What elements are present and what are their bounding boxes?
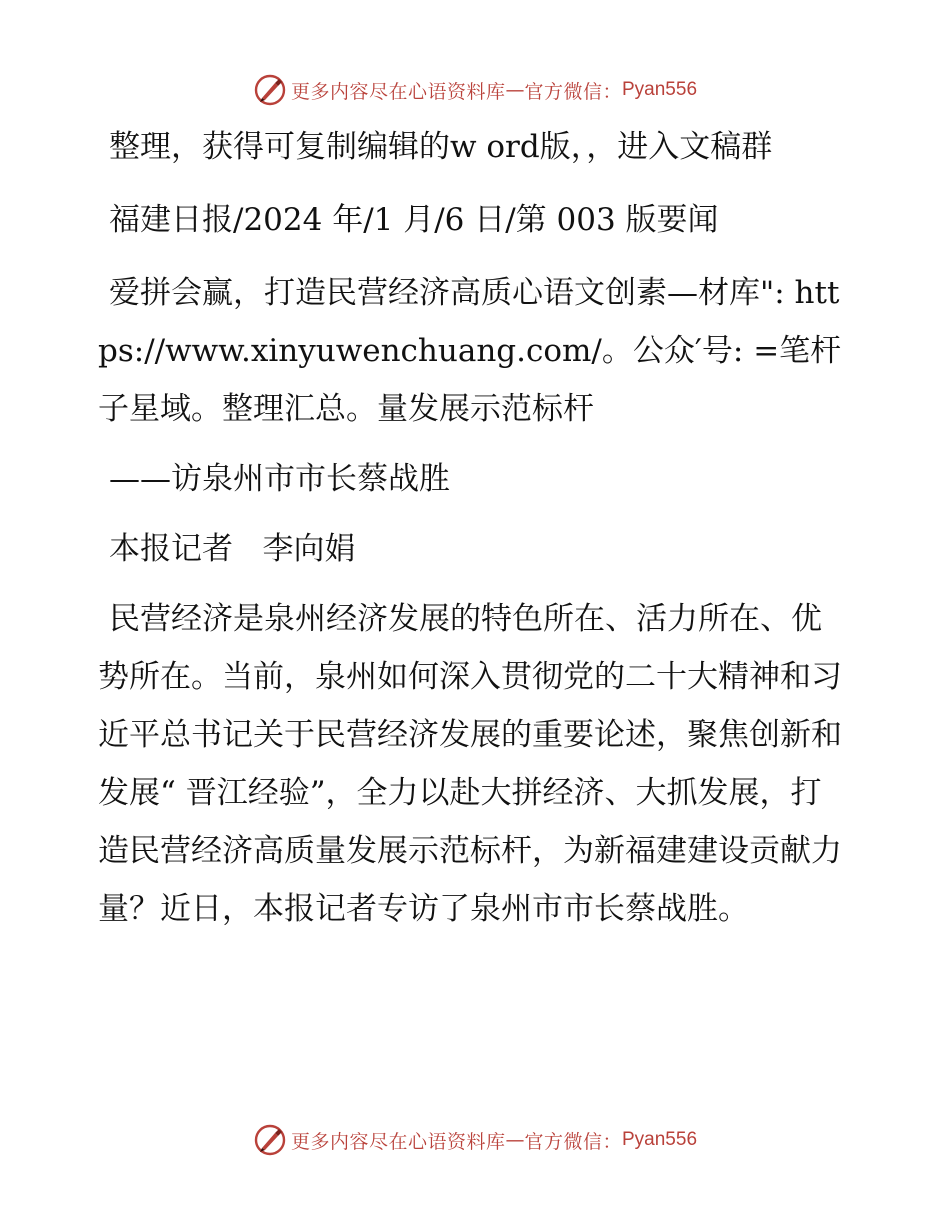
pen-logo-icon bbox=[253, 73, 287, 107]
watermark-official: 官方微信： bbox=[524, 1130, 622, 1153]
byline: 本报记者 李向娟 bbox=[109, 531, 356, 567]
watermark-separator: — bbox=[505, 1129, 525, 1151]
watermark-id: Pyan556 bbox=[622, 1129, 698, 1150]
watermark-separator: — bbox=[505, 79, 525, 101]
watermark-text: 更多内容尽在心语资料库 bbox=[290, 80, 506, 103]
footer-watermark bbox=[0, 1120, 950, 1160]
watermark-text: 更多内容尽在心语资料库 bbox=[290, 1130, 506, 1153]
watermark-official: 官方微信： bbox=[524, 80, 622, 103]
article-subheadline: ——访泉州市市长蔡战胜 bbox=[109, 461, 450, 497]
source-line: 福建日报/2024 年/1 月/6 日/第 003 版要闻 bbox=[109, 202, 719, 238]
lead-paragraph: 民营经济是泉州经济发展的特色所在、活力所在、优势所在。当前，泉州如何深入贯彻党的二十大精神和习近平总书记关于民营经济发展的重要论述，聚焦创新和发展“ 晋江经验”，全力以赴大拼经济、大抓发展，打造民营经济高质量发展示范标杆，为新福建建设贡献力量？近日，本报记者专访了泉州市市长蔡战胜。 bbox=[98, 601, 842, 927]
article-headline: 爱拼会赢，打造民营经济高质心语文创素—材库": https://www.xinyuwenchuang.com/。公众′号: =笔杆子星域。整理汇总。量发展示范标杆 bbox=[98, 275, 842, 427]
pen-logo-icon bbox=[253, 1123, 287, 1157]
document-body bbox=[98, 118, 850, 938]
intro-line: 整理，获得可复制编辑的w ord版，，进入文稿群 bbox=[109, 129, 773, 165]
header-watermark bbox=[0, 70, 950, 110]
watermark-id: Pyan556 bbox=[622, 79, 698, 100]
